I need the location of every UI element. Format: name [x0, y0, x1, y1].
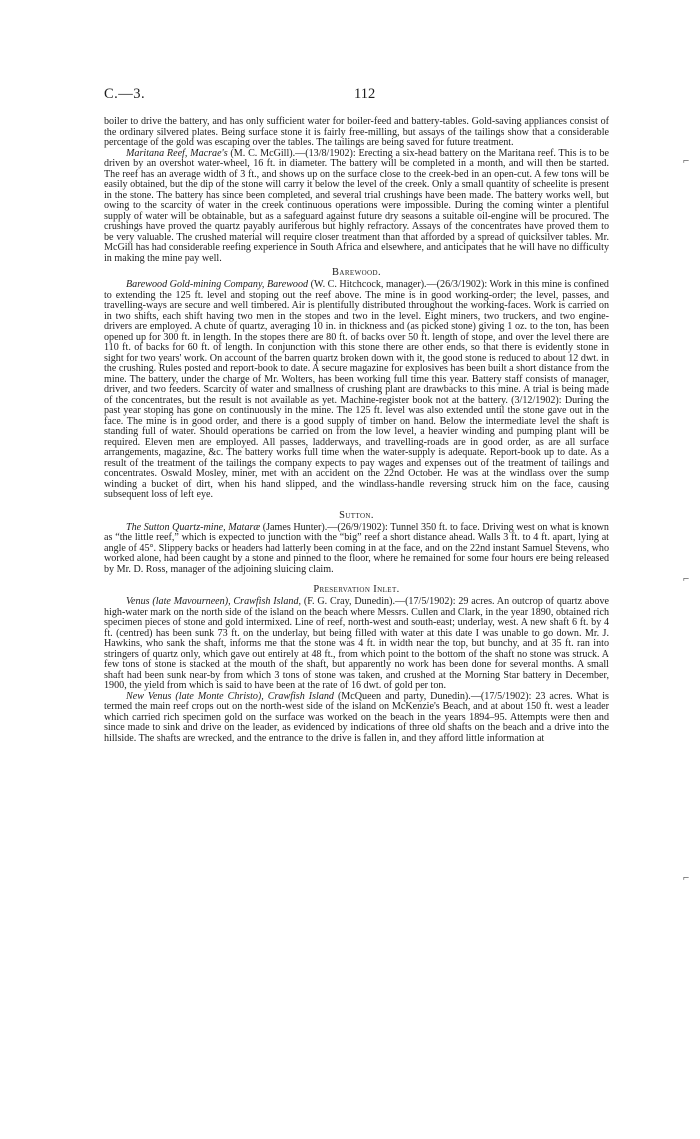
section-heading-sutton: Sutton. — [339, 509, 374, 521]
entry-title: The Sutton Quartz-mine, Mataræ — [126, 521, 261, 533]
entry-text: (James Hunter).—(26/9/1902): Tunnel 350 ft. to face. Driving west on what is known as “the little reef,” which is expected to junction with the “big” reef a short distance ahead. Walls 3 ft. to 4 ft. apart, lying at angle of 45°. Slippery backs or headers had latterly been coming in at the face, and on the 22nd instant Samuel Stevens, who worked alone, had been caught by a stone and pinned to the floor, where he remained for some four hours ere being released by Mr. D. Ross, manager of the adjoining sluicing claim. — [104, 521, 609, 575]
entry-title: Barewood Gold-mining Company, Barewood — [126, 279, 309, 290]
section-heading-barewood: Barewood. — [332, 267, 381, 278]
entry-text: (M. C. McGill).—(13/8/1902): Erecting a six-head battery on the Maritana reef. This is to be driven by an overshot water-wheel, 16 ft. in diameter. The battery will be completed in a month, and will then be started. The reef has an average width of 3 ft., and shows up on the surface close to the creek-bed in an open-cut. A few tons will be easily obtained, but the dip of the stone will carry it below the level of the creek. Only a small quantity of scheelite is present in the stone. The battery has since been completed, and several trial crushings have been made. The battery works well, but owing to the scarcity of water in the creek continuous operations were impossible. During the coming winter a plentiful supply of water will be obtainable, but as a safeguard against future dry seasons a suitable oil-engine will be procured. The crushings have proved the quartz payably auriferous but highly refractory. Assays of the concentrates have proved them to be very valuable. The crushed material will require closer treatment than that afforded by a spread of quicksilver tables. Mr. McGill has had considerable reefing experience in South Africa and elsewhere, and anticipates that he will have no difficulty in making the mine pay well. — [104, 147, 609, 264]
margin-tick-mark: ⌐ — [683, 155, 690, 167]
entry-text: (F. G. Cray, Dunedin).—(17/5/1902): 29 acres. An outcrop of quartz above high-water mark on the north side of the island on the beach where Messrs. Cullen and Clark, in the year 1890, obtained rich specimen pieces of stone and gold intermixed. Line of reef, north-west and south-east; underlay, west. A new shaft 6 ft. by 4 ft. (centred) has been sunk 73 ft. on the underlay, but being filled with water at this date I was unable to go down. Mr. J. Hawkins, who sank the shaft, informs me that the stone was 4 ft. in width near the top, but bunchy, and at 35 ft. ran into stringers of quartz only, which gave out entirely at 48 ft., from which point to the bottom of the shaft no stone was struck. A few tons of stone is stacked at the mouth of the shaft, but apparently no work has been done for several months. A small shaft had been sunk near-by from which 3 tons of stone was taken, and crushed at the Morning Star battery in December, 1900, the yield from which is said to have been at the rate of 16 dwt. of gold per ton. — [104, 596, 609, 691]
entry-text: (W. C. Hitchcock, manager).—(26/3/1902): Work in this mine is confined to extending the 125 ft. level and stoping out the reef above. The mine is in good working-order; the level, passes, and travelling-ways are secure and well timbered. Air is plentifully distributed throughout the working-faces. Work is carried on in two shifts, each shift having two men in the stopes and two in the level. Eight miners, two truckers, and two engine-drivers are employed. A chute of quartz, averaging 10 in. in thickness and (as picked stone) giving 1 oz. to the ton, has been opened up for 300 ft. in length. In the stopes there are 80 ft. of backs over 50 ft. length of stope, and over the level there are 110 ft. of backs for 60 ft. of length. In conjunction with this stone there are other ends, so that there is evidently stone in sight for two years' work. On account of the barren quartz broken down with it, the good stone is reduced to about 12 dwt. in the crushing. Rules posted and report-book to date. A secure magazine for explosives has been built a short distance from the mine. The battery, under the charge of Mr. Wolters, has been working full time this year. Battery staff consists of manager, driver, and two feeders. Scarcity of water and smallness of crushing plant are drawbacks to this mine. A trial is being made of the concentrates, but the result is not available as yet. Machine-register book not at the battery. (3/12/1902): During the past year stoping has gone on continuously in the mine. The 125 ft. level was also extended until the stone gave out in the face. The mine is in good order, and there is a good supply of timber on hand. Below the intermediate level the shaft is standing full of water. Should operations be carried on from the low level, a heavier winding and pumping plant will be required. Eleven men are employed. All passes, ladderways, and travelling-roads are in good order, as are all surface arrangements, magazine, &c. The battery works full time when the water-supply is adequate. Report-book up to date. As a result of the treatment of the tailings the company expects to pay wages and expenses out of the treatment of tailings and concentrates. Oswald Mosley, miner, met with an accident on the 22nd October. He was at the windlass over the sump winding a bucket of dirt, when his hand slipped, and the windlass-handle reversing struck him on the face, causing subsequent loss of left eye. — [104, 279, 609, 500]
entry-title: Maritana Reef, Macrae's — [126, 147, 228, 159]
paragraph-new-venus-crawfish-island — [104, 692, 609, 745]
page-number: 112 — [354, 86, 376, 102]
page-header — [104, 86, 609, 106]
margin-tick-mark: ⌐ — [683, 573, 690, 585]
document-body — [104, 117, 609, 744]
document-reference: C.—3. — [104, 86, 146, 102]
paragraph-battery-continued: boiler to drive the battery, and has only sufficient water for boiler-feed and battery-tables. Gold-saving appliances consist of the ordinary silvered plates. Being surface stone it is fairly free-milling, but assays of the tailings show that a considerable percentage of the gold was escaping over the tables. The tailings are being saved for future treatment. — [104, 116, 609, 148]
entry-title: New Venus (late Monte Christo), Crawfish Island — [126, 690, 334, 702]
margin-tick-mark: ⌐ — [683, 872, 690, 884]
paragraph-barewood-company — [104, 280, 609, 501]
paragraph-venus-crawfish-island — [104, 597, 609, 692]
section-heading-preservation-inlet: Preservation Inlet. — [313, 584, 400, 595]
entry-text: (McQueen and party, Dunedin).—(17/5/1902): 23 acres. What is termed the main reef crops out on the north-west side of the island on McKenzie's Beach, and at about 150 ft. west a leader which carried rich specimen gold on the surface was worked on the beach in the years 1894–95. Attempts were then and since made to sink and drive on the leader, as evidenced by indications of three old shafts on the beach and a drive into the hillside. The shafts are wrecked, and the entrance to the drive is fallen in, and they afford little information at — [104, 690, 609, 744]
entry-title: Venus (late Mavourneen), Crawfish Island, — [126, 596, 302, 607]
paragraph-maritana-reef — [104, 149, 609, 265]
paragraph-sutton-quartz-mine — [104, 523, 609, 576]
